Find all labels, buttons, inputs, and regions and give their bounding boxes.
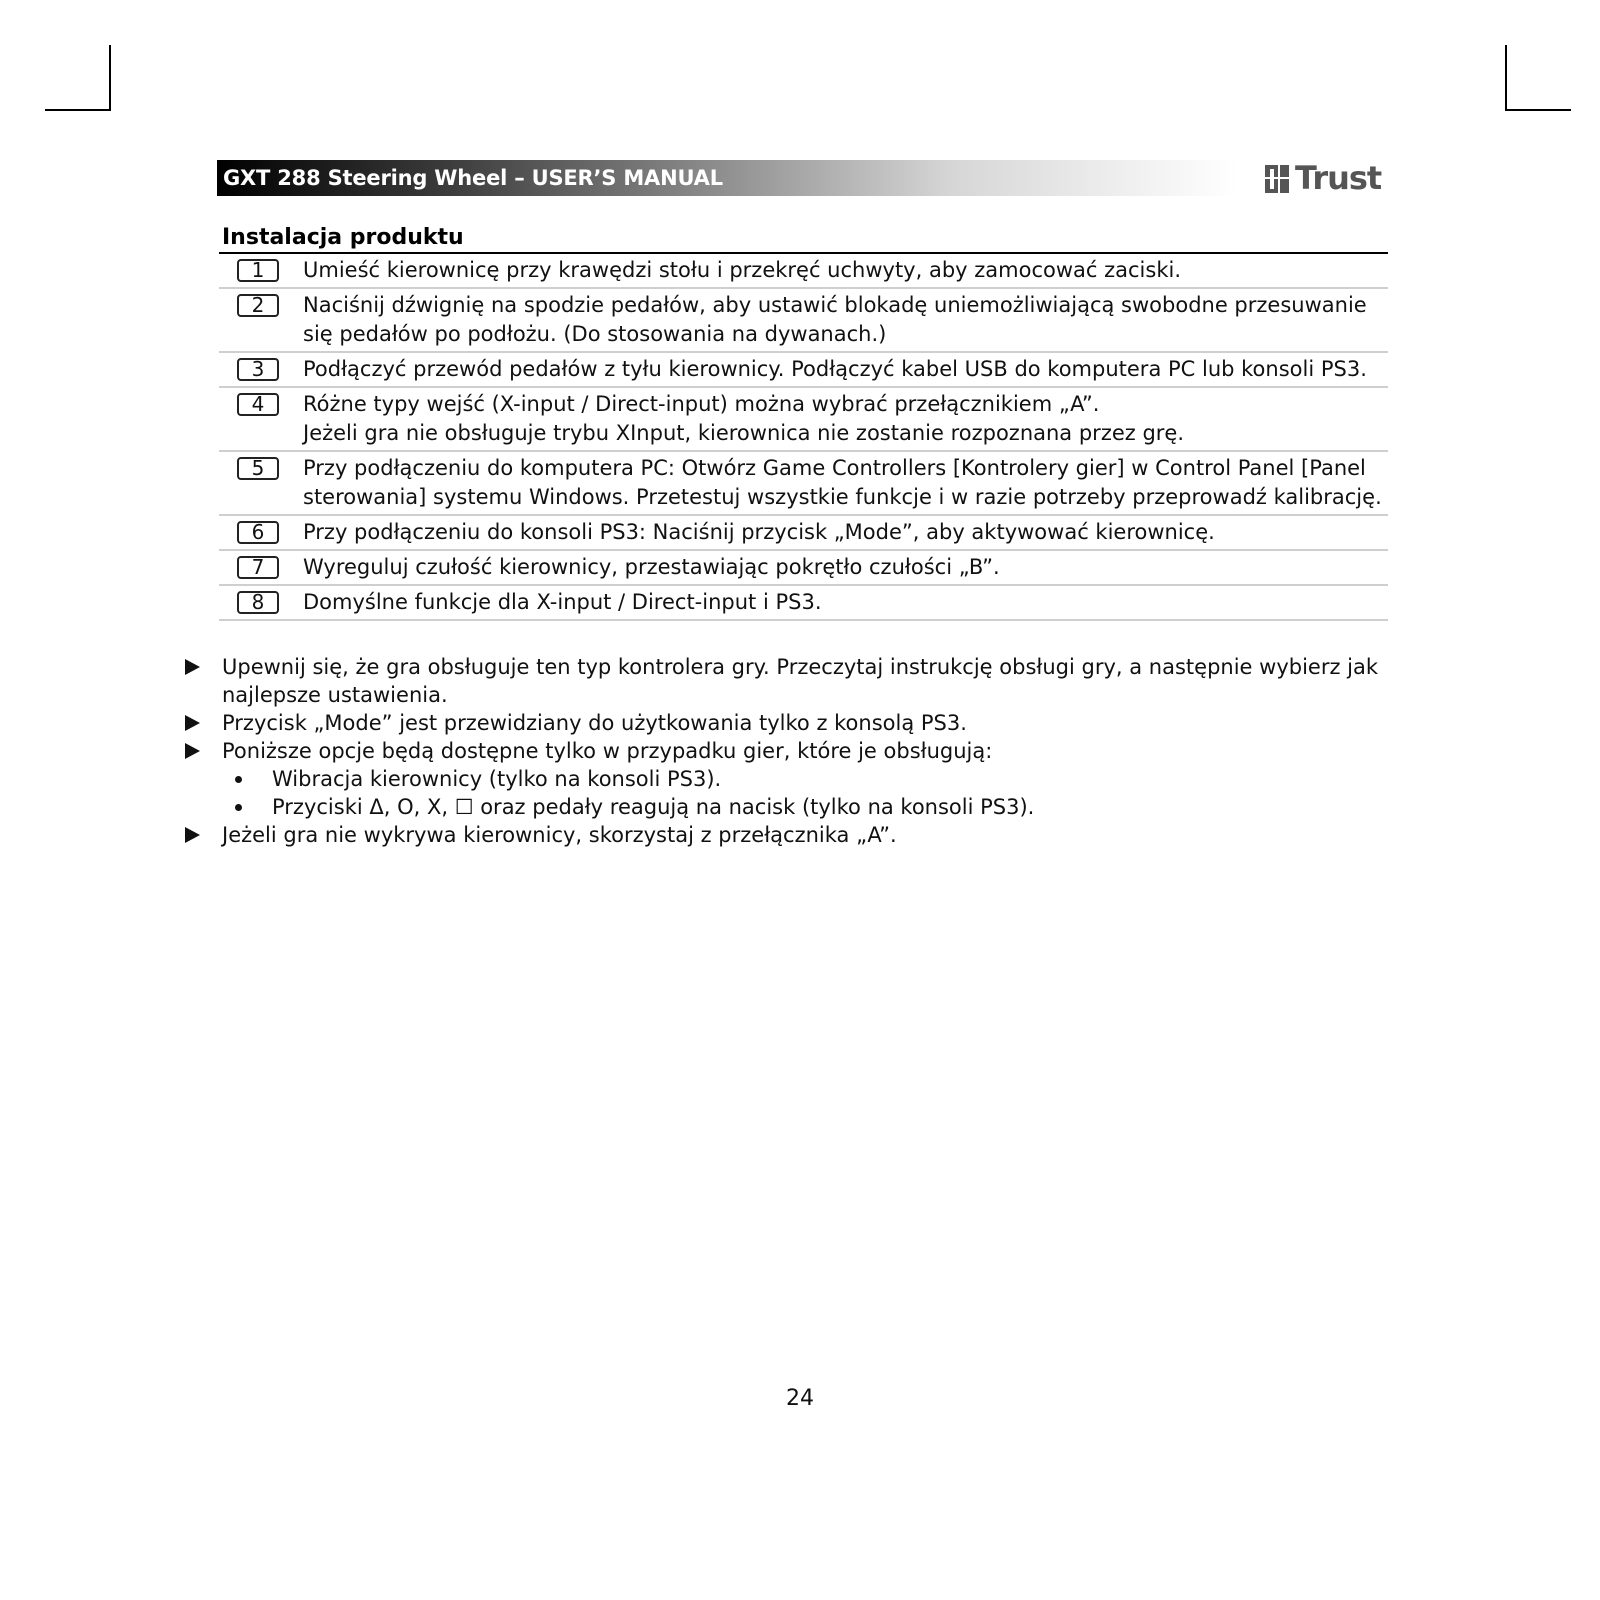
note-item: [183, 737, 1388, 765]
note-text: Poniższe opcje będą dostępne tylko w przypadku gier, które je obsługują:: [222, 739, 993, 763]
step-number-badge: 2: [237, 294, 279, 317]
page-number: 24: [786, 1386, 814, 1411]
step-text-line: Różne typy wejść (X-input / Direct-input) można wybrać przełącznikiem „A”.: [303, 392, 1100, 416]
step-number-badge: 6: [237, 521, 279, 544]
step-row: [219, 551, 1388, 586]
step-row: [219, 586, 1388, 621]
step-text: Podłączyć przewód pedałów z tyłu kierownicy. Podłączyć kabel USB do komputera PC lub konsoli PS3.: [303, 357, 1367, 381]
sub-note-item: [183, 793, 1388, 821]
note-text: Jeżeli gra nie wykrywa kierownicy, skorzystaj z przełącznika „A”.: [222, 823, 897, 847]
step-text: Wyreguluj czułość kierownicy, przestawiając pokrętło czułości „B”.: [303, 555, 1000, 579]
crop-mark-top-right-vertical: [1505, 45, 1507, 111]
triangle-right-icon: [185, 743, 200, 759]
step-number-badge: 1: [237, 259, 279, 282]
step-text-line: Jeżeli gra nie obsługuje trybu XInput, kierownica nie zostanie rozpoznana przez grę.: [303, 421, 1185, 445]
step-number-badge: 7: [237, 556, 279, 579]
step-row: [219, 254, 1388, 289]
step-text: Domyślne funkcje dla X-input / Direct-input i PS3.: [303, 590, 822, 614]
step-text: Naciśnij dźwignię na spodzie pedałów, aby ustawić blokadę uniemożliwiającą swobodne przesuwanie się pedałów po podłożu. (Do stosowania na dywanach.): [303, 293, 1367, 346]
step-text: Umieść kierownicę przy krawędzi stołu i przekręć uchwyty, aby zamocować zaciski.: [303, 258, 1182, 282]
step-row: [219, 388, 1388, 452]
step-row: [219, 516, 1388, 551]
triangle-right-icon: [185, 659, 200, 675]
step-number-badge: 8: [237, 591, 279, 614]
manual-title: GXT 288 Steering Wheel – USER’S MANUAL: [223, 166, 723, 190]
sub-note-text: Wibracja kierownicy (tylko na konsoli PS3).: [272, 767, 722, 791]
step-text: [303, 388, 1388, 450]
note-text: Przycisk „Mode” jest przewidziany do użytkowania tylko z konsolą PS3.: [222, 711, 967, 735]
note-item: [183, 709, 1388, 737]
trust-logo-wordmark: Trust: [1295, 159, 1382, 197]
step-text: Przy podłączeniu do konsoli PS3: Naciśnij przycisk „Mode”, aby aktywować kierownicę.: [303, 520, 1215, 544]
crop-mark-top-left-horizontal: [45, 109, 111, 111]
note-item: [183, 653, 1388, 709]
notes-list: [183, 653, 1388, 849]
step-number-badge: 4: [237, 393, 279, 416]
bullet-dot-icon: [235, 804, 242, 811]
step-number-badge: 3: [237, 358, 279, 381]
bullet-dot-icon: [235, 776, 242, 783]
crop-mark-top-right-horizontal: [1505, 109, 1571, 111]
sub-note-item: [183, 765, 1388, 793]
sub-note-text: Przyciski Δ, O, X, ☐ oraz pedały reagują na nacisk (tylko na konsoli PS3).: [272, 795, 1035, 819]
triangle-right-icon: [185, 715, 200, 731]
trust-logo-mark-icon: [1265, 165, 1297, 193]
trust-logo: [1265, 161, 1389, 197]
step-row: [219, 452, 1388, 516]
crop-mark-top-left-vertical: [109, 45, 111, 111]
step-number-badge: 5: [237, 457, 279, 480]
note-item: [183, 821, 1388, 849]
step-row: [219, 289, 1388, 353]
triangle-right-icon: [185, 827, 200, 843]
installation-steps: [219, 254, 1388, 621]
section-heading: Instalacja produktu: [222, 225, 464, 250]
note-text: Upewnij się, że gra obsługuje ten typ kontrolera gry. Przeczytaj instrukcję obsługi gry, a następnie wybierz jak najlepsze ustawienia.: [222, 655, 1379, 707]
step-text: Przy podłączeniu do komputera PC: Otwórz Game Controllers [Kontrolery gier] w Control Panel [Panel sterowania] systemu Windows. Przetestuj wszystkie funkcje i w razie potrzeby przeprowadź kalibrację.: [303, 456, 1382, 509]
step-row: [219, 353, 1388, 388]
